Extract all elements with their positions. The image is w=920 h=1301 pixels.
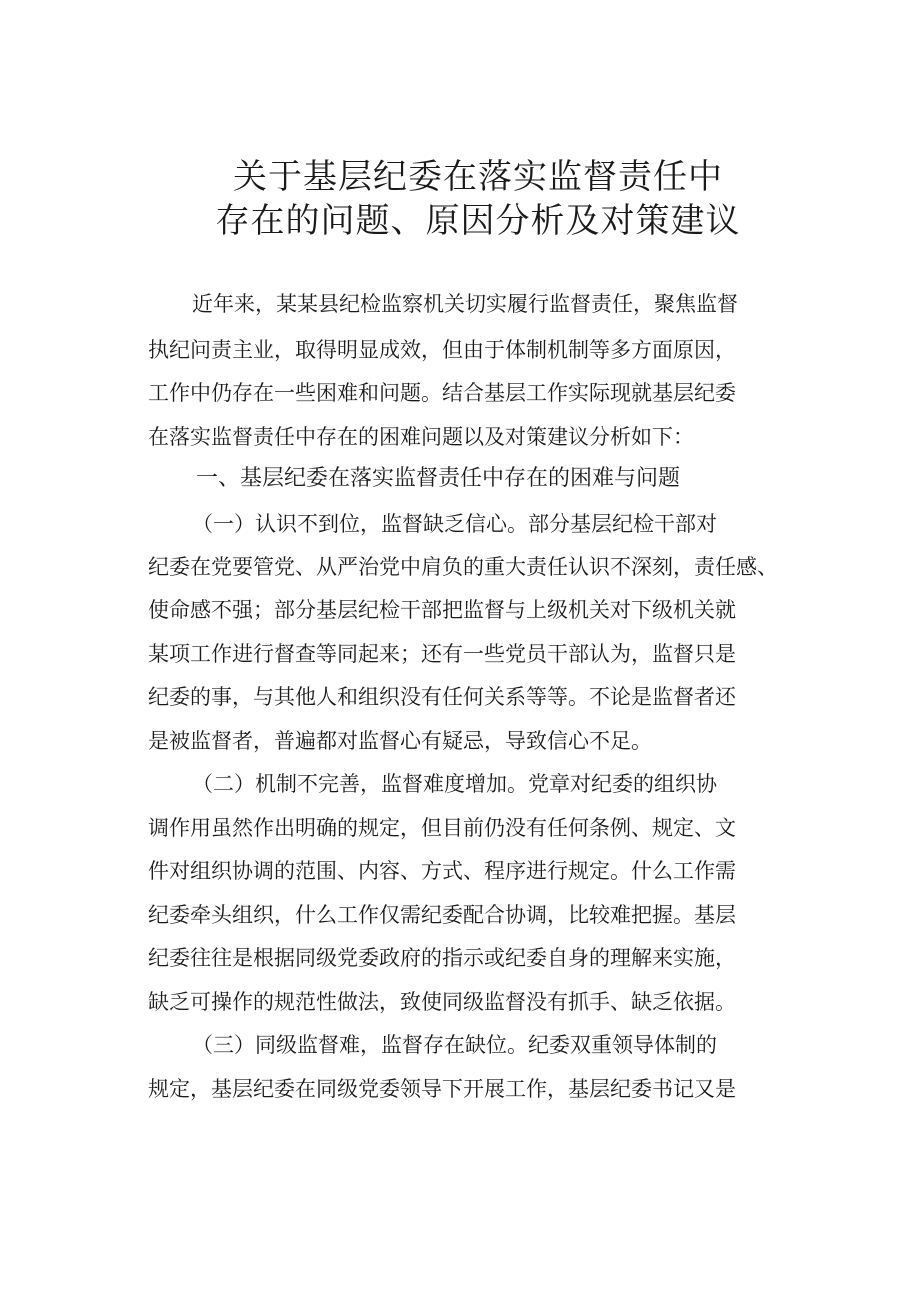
intro-line-3: 工作中仍存在一些困难和问题。结合基层工作实际现就基层纪委 — [148, 381, 736, 405]
para2-line-4: 纪委牵头组织，什么工作仅需纪委配合协调，比较难把握。基层 — [148, 903, 736, 927]
intro-line-1: 近年来，某某县纪检监察机关切实履行监督责任，聚焦监督 — [192, 292, 738, 316]
para1-line-5: 纪委的事，与其他人和组织没有任何关系等等。不论是监督者还 — [148, 685, 736, 709]
para2-line-6: 缺乏可操作的规范性做法，致使同级监督没有抓手、缺乏依据。 — [148, 990, 736, 1014]
intro-line-2: 执纪问责主业，取得明显成效，但由于体制机制等多方面原因， — [148, 338, 736, 362]
para2-line-3: 件对组织协调的范围、内容、方式、程序进行规定。什么工作需 — [148, 859, 736, 883]
intro-line-4: 在落实监督责任中存在的困难问题以及对策建议分析如下： — [148, 425, 694, 449]
para1-line-2: 纪委在党要管党、从严治党中肩负的重大责任认识不深刻，责任感、 — [148, 555, 778, 579]
document-title-line-2: 存在的问题、原因分析及对策建议 — [215, 201, 741, 241]
document-title-line-1: 关于基层纪委在落实监督责任中 — [233, 157, 723, 197]
para3-line-1: （三）同级监督难，监督存在缺位。纪委双重领导体制的 — [192, 1033, 717, 1057]
para2-line-5: 纪委往往是根据同级党委政府的指示或纪委自身的理解来实施， — [148, 946, 736, 970]
para1-line-1: （一）认识不到位，监督缺乏信心。部分基层纪检干部对 — [192, 512, 717, 536]
para3-line-2: 规定，基层纪委在同级党委领导下开展工作，基层纪委书记又是 — [148, 1077, 736, 1101]
para1-line-6: 是被监督者，普遍都对监督心有疑忌，导致信心不足。 — [148, 729, 652, 753]
para2-line-1: （二）机制不完善，监督难度增加。党章对纪委的组织协 — [192, 772, 717, 796]
para1-line-3: 使命感不强；部分基层纪检干部把监督与上级机关对下级机关就 — [148, 598, 736, 622]
section-heading: 一、基层纪委在落实监督责任中存在的困难与问题 — [196, 466, 681, 491]
para1-line-4: 某项工作进行督查等同起来；还有一些党员干部认为，监督只是 — [148, 642, 736, 666]
para2-line-2: 调作用虽然作出明确的规定，但目前仍没有任何条例、规定、文 — [148, 816, 736, 840]
